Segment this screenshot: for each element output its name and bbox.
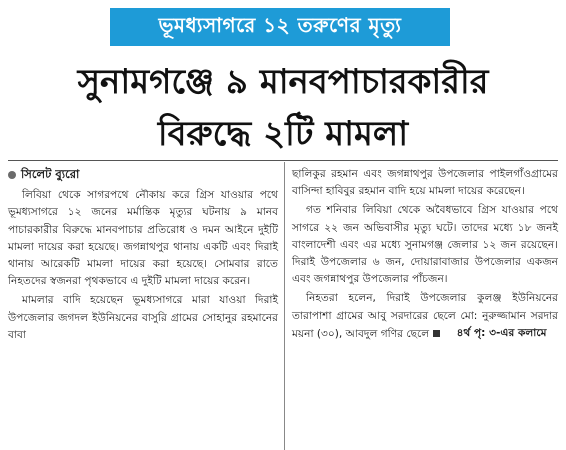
paragraph-text: নিহতরা হলেন, দিরাই উপজেলার কুলঞ্জ ইউনিয়নের তারাপাশা গ্রামের আবু সরদারের ছেলে মো: নুরুজ্জামান সরদার ময়না (৩০), আবদুল গণির ছেলে	[292, 292, 558, 340]
article-column-left	[8, 166, 278, 346]
continued-marker	[433, 325, 547, 342]
byline	[8, 166, 278, 183]
square-icon	[433, 330, 440, 337]
byline-text: সিলেট ব্যুরো	[21, 167, 80, 181]
headline-line-2: বিরুদ্ধে ২টি মামলা	[157, 114, 409, 154]
bullet-icon	[8, 171, 16, 179]
paragraph: মামলার বাদি হয়েছেন ভূমধ্যসাগরে মারা যাওয়া দিরাই উপজেলার জগদল ইউনিয়নের বাসুরি গ্রামের সোহানুর রহমানের বাবা	[8, 294, 278, 341]
headline	[0, 56, 566, 160]
paragraph: লিবিয়া থেকে সাগরপথে নৌকায় করে গ্রিস যাওয়ার পথে ভূমধ্যসাগরে ১২ জনের মর্মান্তিক মৃত্যুর ঘটনায় ৯ মানব পাচারকারীর বিরুদ্ধে মানবপাচার প্রতিরোধ ও দমন আইনে দুইটি মামলা দায়ের করা হয়েছে। জগন্নাথপুর থানায় একটি এবং দিরাই থানায় আরেকটি মামলা দায়ের করা হয়েছে। সোমবার রাতে নিহতদের স্বজনরা পৃথকভাবে এ দুইটি মামলা দায়ের করেন।	[8, 189, 278, 288]
headline-divider	[8, 160, 558, 161]
article-column-right	[292, 166, 558, 345]
column-divider	[284, 162, 285, 450]
paragraph	[292, 290, 558, 343]
continued-text: ৪র্থ পৃ: ৩-এর কলামে	[456, 326, 547, 339]
paragraph: ছালিকুর রহমান এবং জগন্নাথপুর উপজেলার পাইলগাঁওগ্রামের বাসিন্দা হাবিবুর রহমান বাদি হয়ে মামলা দায়ের করেছেন।	[292, 168, 558, 198]
headline-line-1: সুনামগঞ্জে ৯ মানবপাচারকারীর	[77, 62, 489, 102]
kicker-banner: ভূমধ্যসাগরে ১২ তরুণের মৃত্যু	[110, 8, 450, 46]
paragraph: গত শনিবার লিবিয়া থেকে অবৈধভাবে গ্রিস যাওয়ার পথে সাগরে ২২ জন অভিবাসীর মৃত্যু ঘটে। তাদের মধ্যে ১৮ জনই বাংলাদেশী এবং এর মধ্যে সুনামগঞ্জ জেলার ১২ জন রয়েছেন। দিরাই উপজেলার ৬ জন, দোয়ারাবাজার উপজেলার একজন এবং জগন্নাথপুর উপজেলার পাঁচজন।	[292, 204, 558, 286]
